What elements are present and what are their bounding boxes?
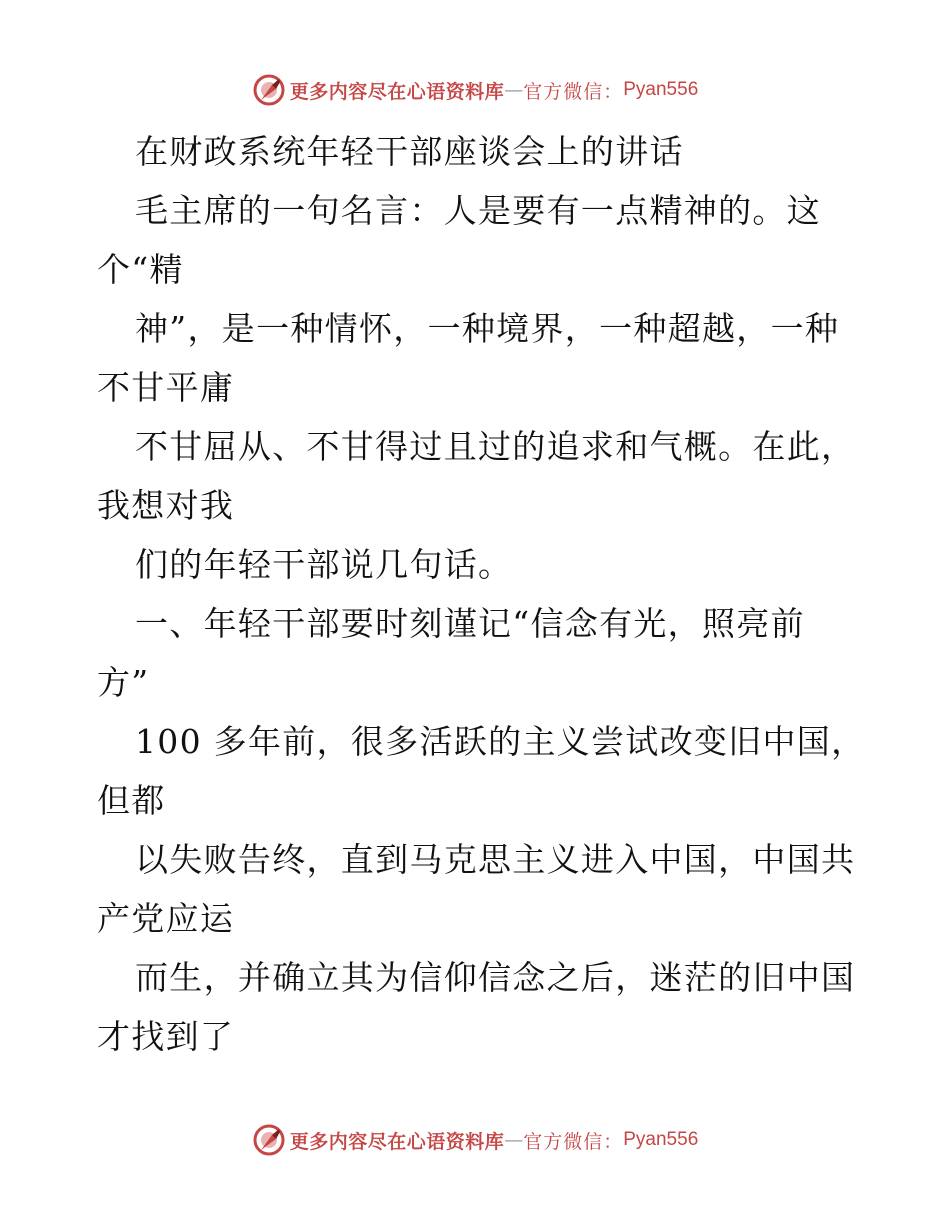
header-banner-wechat-id: Pyan556 — [623, 79, 699, 100]
doc-line: 神”，是一种情怀，一种境界，一种超越，一种 — [135, 309, 840, 348]
doc-line: 100 多年前，很多活跃的主义尝试改变旧中国， — [135, 722, 866, 761]
footer-banner-title: 更多内容尽在心语资料库 — [289, 1130, 505, 1153]
pen-nib-seal-icon — [252, 1123, 286, 1157]
header-banner-separator: — — [504, 79, 524, 101]
doc-line: 们的年轻干部说几句话。 — [135, 545, 513, 584]
header-banner — [0, 70, 950, 110]
doc-line: 方” — [97, 663, 150, 702]
header-banner-title: 更多内容尽在心语资料库 — [289, 80, 505, 103]
doc-section-heading: 一、年轻干部要时刻谨记“信念有光，照亮前 — [135, 604, 805, 643]
footer-banner — [0, 1120, 950, 1160]
doc-line: 我想对我 — [97, 486, 235, 525]
footer-banner-separator: — — [504, 1129, 524, 1151]
doc-line: 而生，并确立其为信仰信念之后，迷茫的旧中国 — [135, 958, 856, 997]
doc-line: 个“精 — [97, 250, 184, 289]
footer-banner-wechat-id: Pyan556 — [623, 1129, 699, 1150]
pen-nib-seal-icon — [252, 73, 286, 107]
doc-line: 才找到了 — [97, 1017, 235, 1056]
header-banner-wechat-label: 官方微信： — [523, 80, 624, 103]
doc-title: 在财政系统年轻干部座谈会上的讲话 — [135, 132, 684, 171]
doc-line: 产党应运 — [97, 899, 235, 938]
doc-line: 毛主席的一句名言：人是要有一点精神的。这 — [135, 191, 821, 230]
doc-line: 不甘屈从、不甘得过且过的追求和气概。在此， — [135, 427, 856, 466]
doc-line: 不甘平庸 — [97, 368, 235, 407]
doc-line: 但都 — [97, 781, 166, 820]
footer-banner-wechat-label: 官方微信： — [523, 1130, 624, 1153]
document-body — [97, 122, 866, 1066]
doc-line: 以失败告终，直到马克思主义进入中国，中国共 — [135, 840, 856, 879]
